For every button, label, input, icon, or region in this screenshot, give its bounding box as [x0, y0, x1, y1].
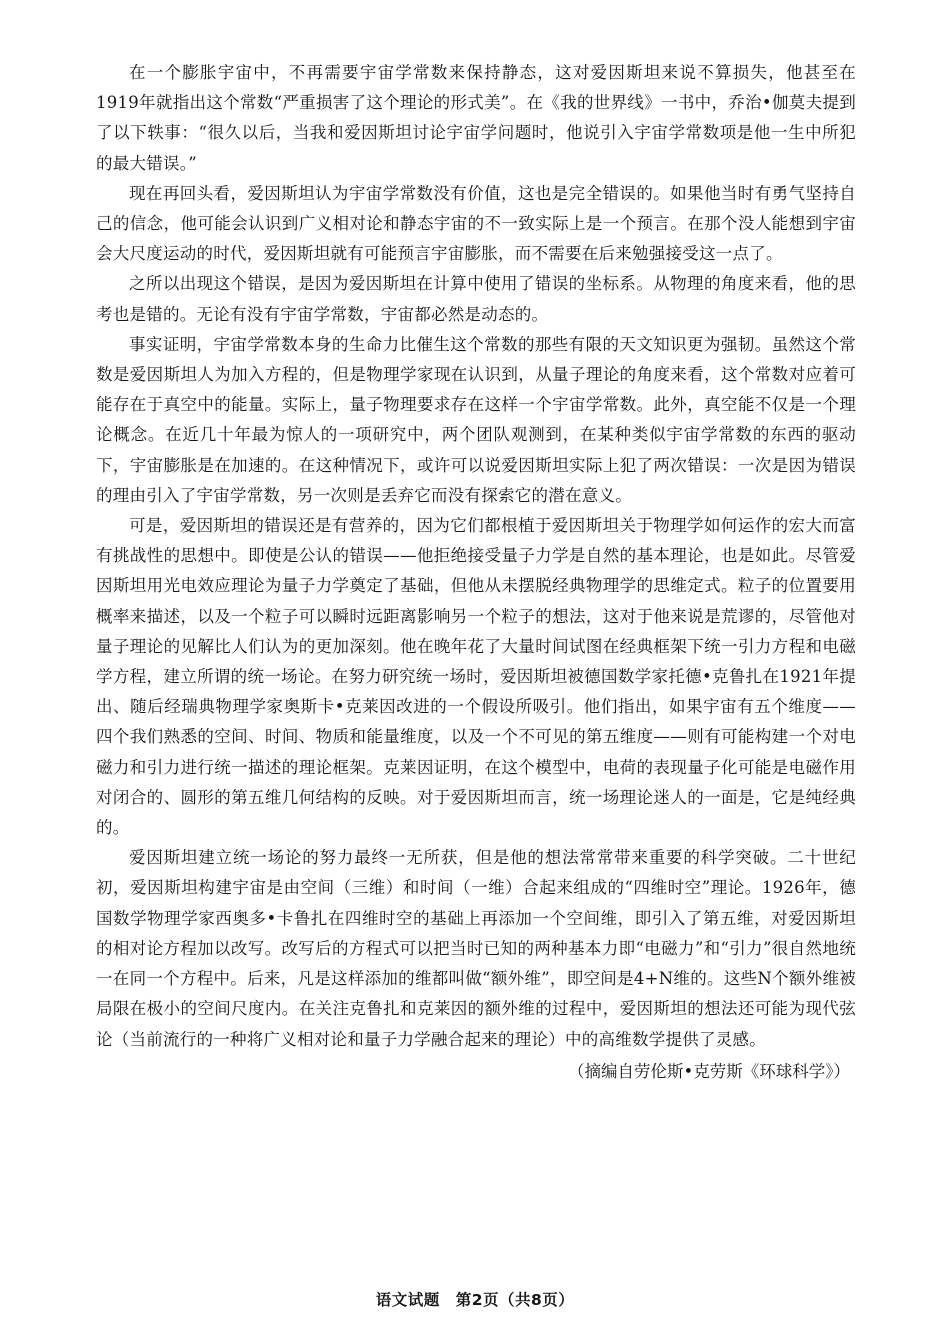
paragraph-2: 现在再回头看，爱因斯坦认为宇宙学常数没有价值，这也是完全错误的。如果他当时有勇气坚持自己的信念，他可能会认识到广义相对论和静态宇宙的不一致实际上是一个预言。在那个没人能想到宇宙会大尺度运动的时代，爱因斯坦就有可能预言宇宙膨胀，而不需要在后来勉强接受这一点了。: [96, 183, 856, 264]
source-citation: （摘编自劳伦斯•克劳斯《环球科学》）: [568, 1061, 850, 1081]
article-body: [96, 58, 856, 1087]
paragraph-6: 爱因斯坦建立统一场论的努力最终一无所获，但是他的想法常常带来重要的科学突破。二十世纪初，爱因斯坦构建宇宙是由空间（三维）和时间（一维）合起来组成的“四维时空”理论。1926年，德国数学物理学家西奥多•卡鲁扎在四维时空的基础上再添加一个空间维，即引入了第五维，对爱因斯坦的相对论方程加以改写。改写后的方程式可以把当时已知的两种基本力即“电磁力”和“引力”很自然地统一在同一个方程中。后来，凡是这样添加的维都叫做“额外维”，即空间是4+N维的。这些N个额外维被局限在极小的空间尺度内。在关注克鲁扎和克莱因的额外维的过程中，爱因斯坦的想法还可能为现代弦论（当前流行的一种将广义相对论和量子力学融合起来的理论）中的高维数学提供了灵感。: [96, 848, 856, 1049]
paragraph-4: 事实证明，宇宙学常数本身的生命力比催生这个常数的那些有限的天文知识更为强韧。虽然这个常数是爱因斯坦人为加入方程的，但是物理学家现在认识到，从量子理论的角度来看，这个常数对应着可能存在于真空中的能量。实际上，量子物理要求存在这样一个宇宙学常数。此外，真空能不仅是一个理论概念。在近几十年最为惊人的一项研究中，两个团队观测到，在某种类似宇宙学常数的东西的驱动下，宇宙膨胀是在加速的。在这种情况下，或许可以说爱因斯坦实际上犯了两次错误：一次是因为错误的理由引入了宇宙学常数，另一次则是丢弃它而没有探索它的潜在意义。: [96, 334, 856, 505]
paragraph-5: 可是，爱因斯坦的错误还是有营养的，因为它们都根植于爱因斯坦关于物理学如何运作的宏大而富有挑战性的思想中。即使是公认的错误——他拒绝接受量子力学是自然的基本理论，也是如此。尽管爱因斯坦用光电效应理论为量子力学奠定了基础，但他从未摆脱经典物理学的思维定式。粒子的位置要用概率来描述，以及一个粒子可以瞬时远距离影响另一个粒子的想法，这对于他来说是荒谬的，尽管他对量子理论的见解比人们认为的更加深刻。他在晚年花了大量时间试图在经典框架下统一引力方程和电磁学方程，建立所谓的统一场论。在努力研究统一场时，爱因斯坦被德国数学家托德•克鲁扎在1921年提出、随后经瑞典物理学家奥斯卡•克莱因改进的一个假设所吸引。他们指出，如果宇宙有五个维度——四个我们熟悉的空间、时间、物质和能量维度，以及一个不可见的第五维度——则有可能构建一个对电磁力和引力进行统一描述的理论框架。克莱因证明，在这个模型中，电荷的表现量子化可能是电磁作用对闭合的、圆形的第五维几何结构的反映。对于爱因斯坦而言，统一场理论迷人的一面是，它是纯经典的。: [96, 516, 856, 838]
paragraph-1: 在一个膨胀宇宙中，不再需要宇宙学常数来保持静态，这对爱因斯坦来说不算损失，他甚至在1919年就指出这个常数“严重损害了这个理论的形式美”。在《我的世界线》一书中，乔治•伽莫夫提到了以下轶事：“很久以后，当我和爱因斯坦讨论宇宙学问题时，他说引入宇宙学常数项是他一生中所犯的最大错误。”: [96, 63, 856, 173]
page-footer: 语文试题 第2页（共8页）: [375, 1291, 575, 1309]
paragraph-3: 之所以出现这个错误，是因为爱因斯坦在计算中使用了错误的坐标系。从物理的角度来看，他的思考也是错的。无论有没有宇宙学常数，宇宙都必然是动态的。: [96, 274, 856, 324]
